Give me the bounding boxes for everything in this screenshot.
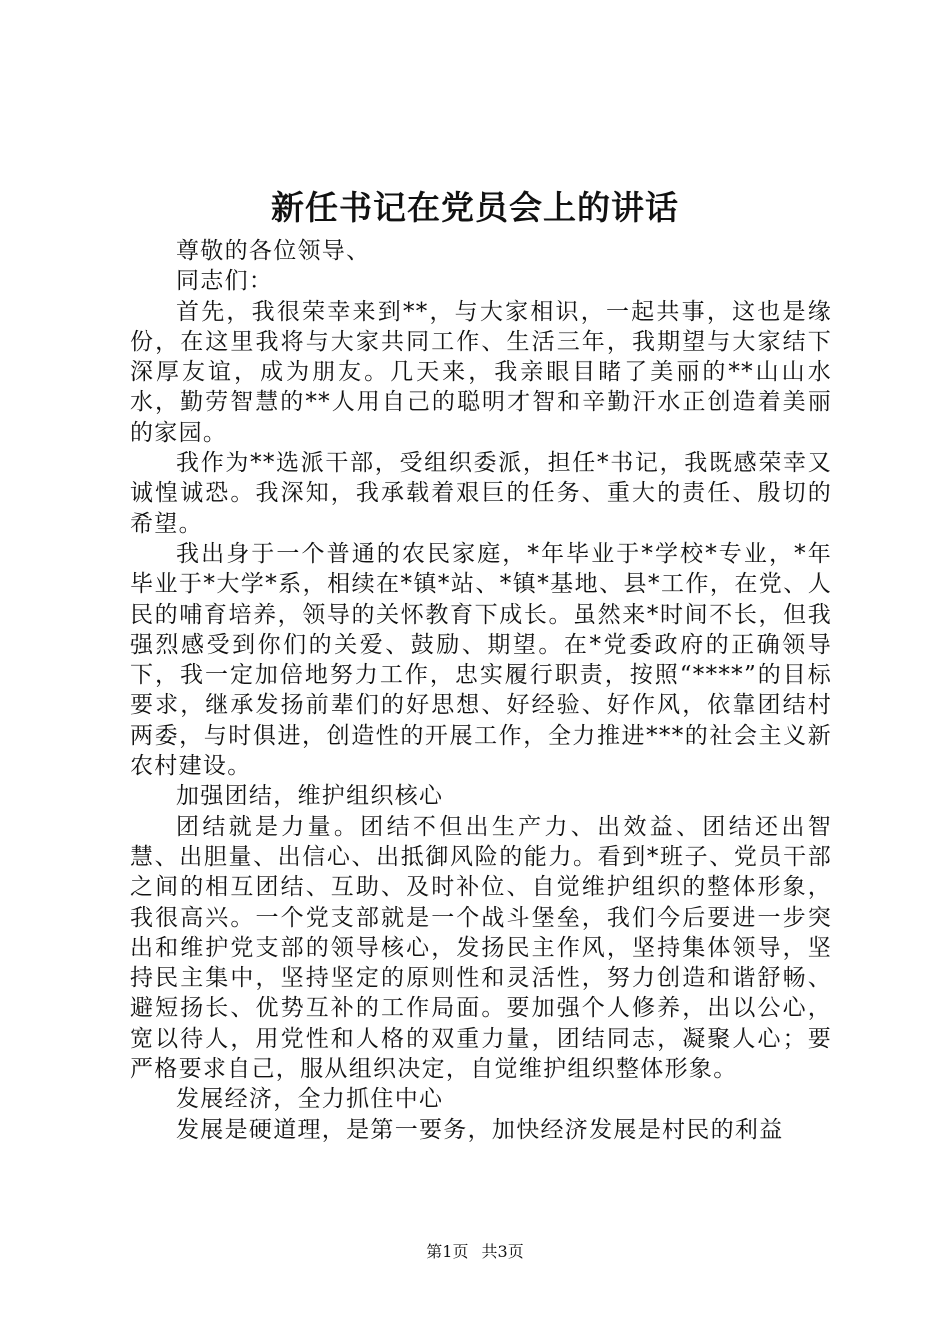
section-heading-unity: 加强团结，维护组织核心 bbox=[176, 783, 444, 810]
page-footer bbox=[0, 1240, 950, 1264]
paragraph-background: 我出身于一个普通的农民家庭，*年毕业于*学校*专业，*年毕业于*大学*系，相续在*镇*站、*镇*基地、县*工作，在党、人民的哺育培养，领导的关怀教育下成长。虽然来*时间不长，但我强烈感受到你们的关爱、鼓励、期望。在*党委政府的正确领导下，我一定加倍地努力工作，忠实履行职责，按照“****”的目标要求，继承发扬前辈们的好思想、好经验、好作风，依靠团结村两委，与时俱进，创造性的开展工作，全力推进***的社会主义新农村建设。 bbox=[130, 540, 832, 780]
paragraph-appointment: 我作为**选派干部，受组织委派，担任*书记，我既感荣幸又诚惶诚恐。我深知，我承载着艰巨的任务、重大的责任、殷切的希望。 bbox=[130, 450, 832, 537]
paragraph-unity: 团结就是力量。团结不但出生产力、出效益、团结还出智慧、出胆量、出信心、出抵御风险的能力。看到*班子、党员干部之间的相互团结、互助、及时补位、自觉维护组织的整体形象，我很高兴。一个党支部就是一个战斗堡垒，我们今后要进一步突出和维护党支部的领导核心，发扬民主作风，坚持集体领导，坚持民主集中，坚持坚定的原则性和灵活性，努力创造和谐舒畅、避短扬长、优势互补的工作局面。要加强个人修养，出以公心，宽以待人，用党性和人格的双重力量，团结同志，凝聚人心；要严格要求自己，服从组织决定，自觉维护组织整体形象。 bbox=[130, 813, 832, 1083]
section-heading-economy: 发展经济，全力抓住中心 bbox=[176, 1086, 444, 1113]
salutation-comrades: 同志们： bbox=[176, 268, 274, 295]
page-total: 共3页 bbox=[481, 1242, 524, 1261]
salutation-leaders: 尊敬的各位领导、 bbox=[176, 238, 371, 264]
paragraph-introduction: 首先，我很荣幸来到**，与大家相识，一起共事，这也是缘份，在这里我将与大家共同工作、生活三年，我期望与大家结下深厚友谊，成为朋友。几天来，我亲眼目睹了美丽的**山山水水，勤劳智慧的**人用自己的聪明才智和辛勤汗水正创造着美丽的家园。 bbox=[130, 298, 832, 446]
page-number: 第1页 bbox=[426, 1242, 469, 1261]
document-body bbox=[130, 236, 832, 1145]
document-title: 新任书记在党员会上的讲话 bbox=[271, 188, 679, 227]
paragraph-economy: 发展是硬道理，是第一要务，加快经济发展是村民的利益 bbox=[176, 1116, 784, 1143]
